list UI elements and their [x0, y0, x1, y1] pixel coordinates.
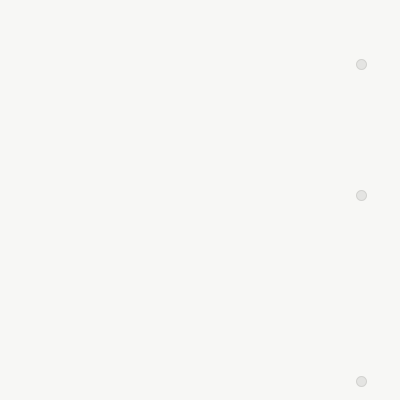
binder-hole	[356, 376, 367, 387]
attendance-register	[38, 0, 328, 22]
binder-hole	[356, 190, 367, 201]
binder-hole	[356, 59, 367, 70]
notes-block	[38, 0, 328, 22]
